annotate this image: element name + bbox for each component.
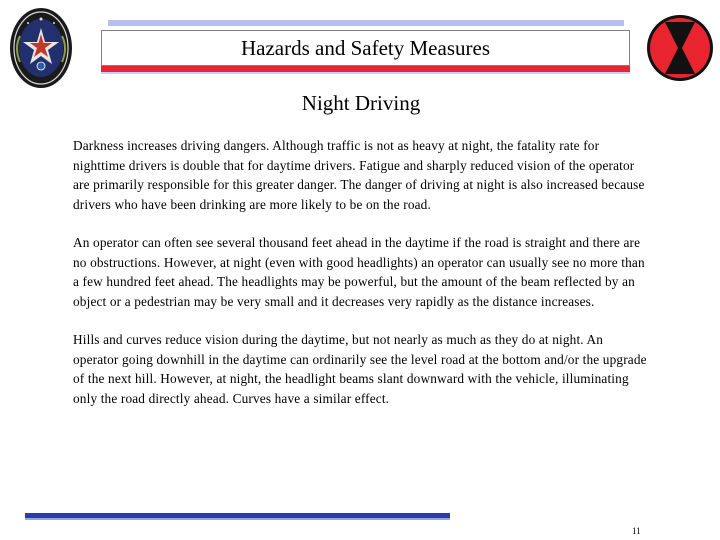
- paragraph: Hills and curves reduce vision during the daytime, but not nearly as much as they do at night. An operator going downhill in the daytime can ordinarily see the level road at the bottom and/or the upgrade of the next hill. However, at night, the headlight beams slant downward with the vehicle, illuminating only the road directly ahead. Curves have a similar effect.: [73, 332, 647, 406]
- section-heading: Night Driving: [301, 91, 421, 115]
- paragraph: Darkness increases driving dangers. Although traffic is not as heavy at night, the fatality rate for nighttime drivers is double that for daytime drivers. Fatigue and sharply reduced vision of the operator are primarily responsible for this greater danger. The danger of driving at night is also increased because drivers who have been drinking are more likely to be on the road.: [73, 138, 645, 212]
- page-number: 11: [632, 526, 641, 536]
- army-emblem-logo: [8, 6, 74, 90]
- title-underline-accent: [101, 72, 630, 74]
- paragraph: An operator can often see several thousand feet ahead in the daytime if the road is straight and there are no obstructions. However, at night (even with good headlights) an operator can usually see no more than a few hundred feet ahead. The headlights may be powerful, but the amount of the beam reflected by an object or a pedestrian may be very small and it decreases very rapidly as the distance increases.: [73, 235, 645, 309]
- header-accent-bar: [108, 20, 624, 26]
- footer-bar-accent: [25, 518, 450, 520]
- body-text: [73, 136, 648, 427]
- hourglass-patch-logo: [646, 13, 714, 83]
- page-title: Hazards and Safety Measures: [101, 30, 630, 66]
